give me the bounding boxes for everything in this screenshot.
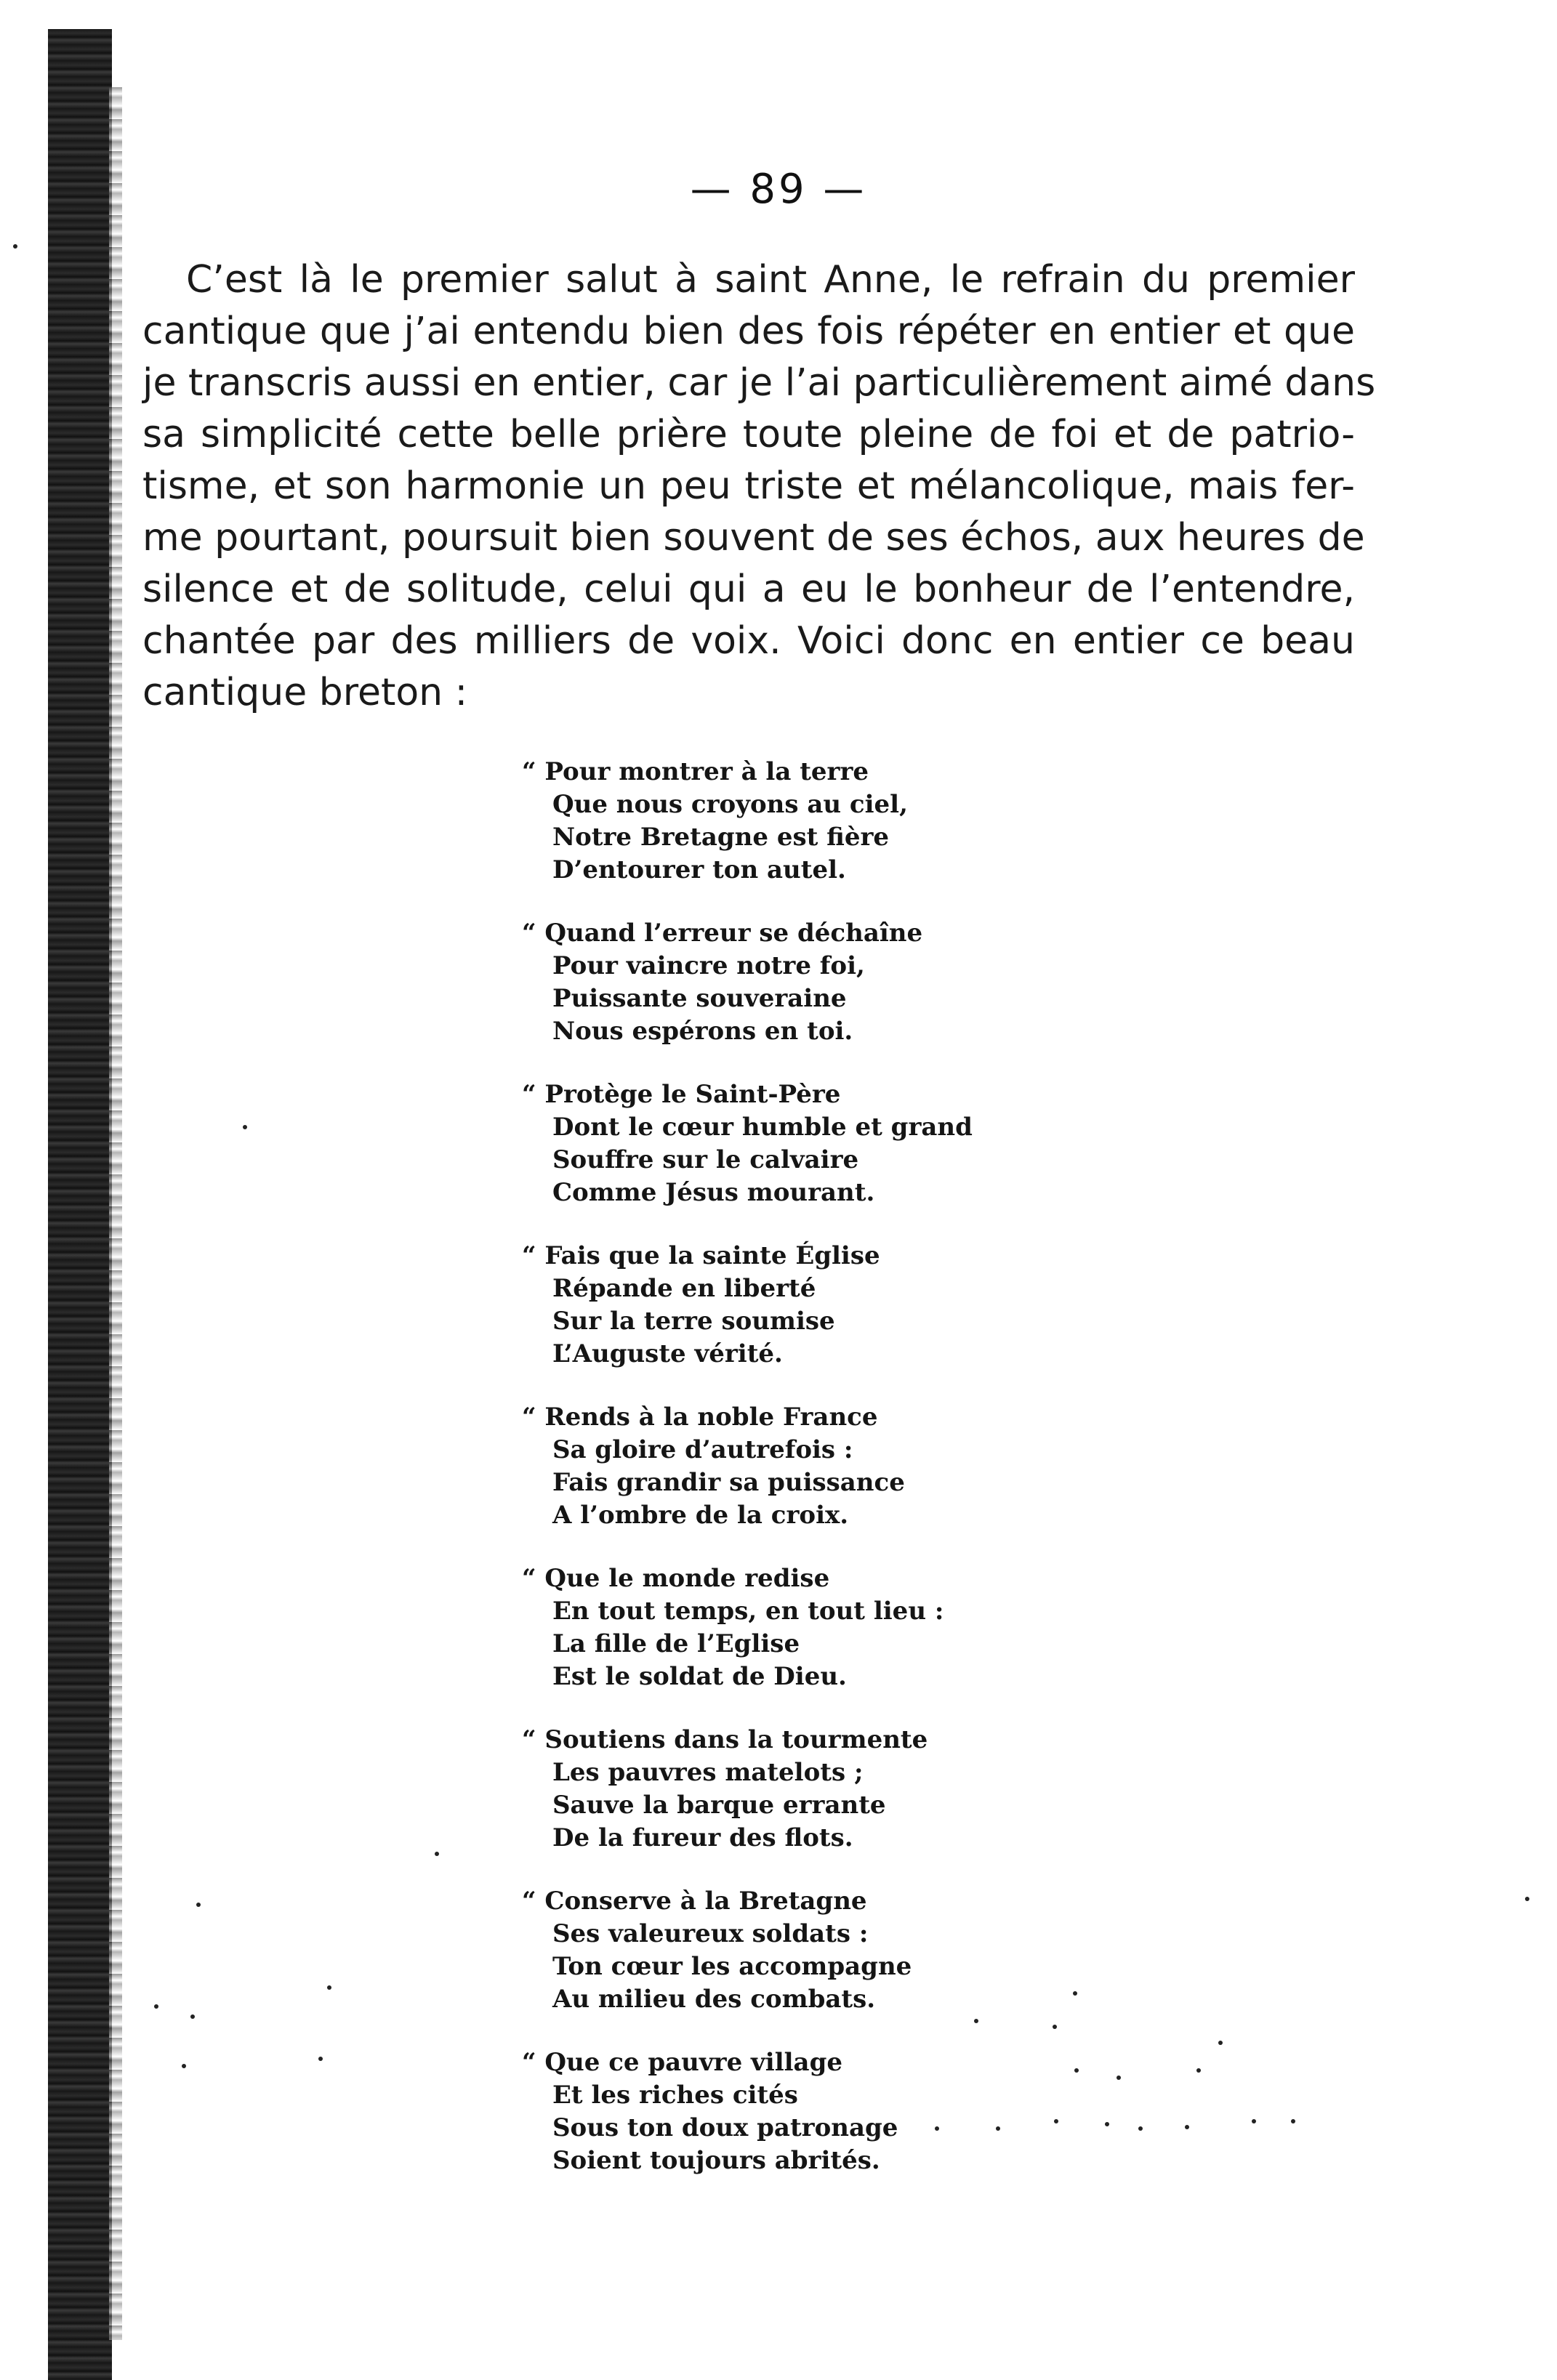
verse-line: L’Auguste vérité.: [552, 1339, 783, 1368]
speck: [1218, 2041, 1223, 2045]
stanza-1: [522, 756, 1031, 887]
verse-line: Nous espérons en toi.: [552, 1017, 853, 1046]
verse-line: “ Rends à la noble France: [522, 1403, 878, 1432]
speck: [1073, 1991, 1077, 1996]
verse-line: “ Soutiens dans la tourmente: [522, 1725, 928, 1754]
speck: [1074, 2068, 1079, 2073]
paragraph-line: chantée par des milliers de voix. Voici donc en entier ce beau: [142, 619, 1355, 663]
verse-line: Les pauvres matelots ;: [552, 1758, 864, 1787]
speck: [13, 244, 17, 249]
verse-line: Notre Bretagne est fière: [552, 823, 890, 852]
verse-line: De la fureur des flots.: [552, 1823, 853, 1852]
verse-line: Sa gloire d’autrefois :: [552, 1435, 853, 1464]
verse-line: Répande en liberté: [552, 1274, 816, 1303]
speck: [1196, 2068, 1201, 2073]
paragraph-line: me pourtant, poursuit bien souvent de ses échos, aux heures de: [142, 516, 1365, 560]
speck: [327, 1985, 331, 1990]
stanza-6: [522, 1562, 1031, 1693]
speck: [318, 2057, 323, 2061]
verse-line: Puissante souveraine: [552, 984, 847, 1013]
speck: [182, 2064, 186, 2068]
verse-line: Soient toujours abrités.: [552, 2146, 880, 2175]
verse-line: “ Protège le Saint-Père: [522, 1080, 841, 1109]
speck: [243, 1125, 247, 1129]
body-paragraph: [142, 254, 1376, 719]
stanza-3: [522, 1078, 1031, 1209]
stanza-8: [522, 1885, 1031, 2016]
verse-line: A l’ombre de la croix.: [552, 1501, 849, 1530]
verse-line: “ Fais que la sainte Église: [522, 1241, 880, 1270]
page-number: — 89 —: [690, 166, 867, 213]
paragraph-line: C’est là le premier salut à saint Anne, le refrain du premier: [186, 258, 1355, 302]
verse-line: Est le soldat de Dieu.: [552, 1662, 847, 1691]
verse-line: “ Pour montrer à la terre: [522, 757, 869, 786]
verse-line: Sous ton doux patronage: [552, 2113, 898, 2142]
verse-line: D’entourer ton autel.: [552, 855, 846, 884]
speck: [196, 1903, 201, 1907]
verse-line: Pour vaincre notre foi,: [552, 951, 865, 980]
verse-line: Ses valeureux soldats :: [552, 1919, 869, 1948]
paragraph-line: cantique breton :: [142, 671, 468, 714]
page-edge-shadow: [109, 87, 122, 2340]
verse-line: “ Quand l’erreur se déchaîne: [522, 919, 923, 948]
speck: [1291, 2119, 1295, 2123]
speck: [935, 2126, 939, 2131]
verse-line: Comme Jésus mourant.: [552, 1178, 875, 1207]
stanza-2: [522, 917, 1031, 1048]
speck: [1525, 1897, 1529, 1901]
speck: [1138, 2126, 1143, 2131]
stanza-4: [522, 1240, 1031, 1371]
speck: [996, 2126, 1000, 2131]
paragraph-line: cantique que j’ai entendu bien des fois répéter en entier et que: [142, 310, 1355, 353]
verse-line: Sauve la barque errante: [552, 1791, 886, 1820]
book-binding-edge: [48, 29, 112, 2380]
speck: [435, 1852, 439, 1856]
stanza-5: [522, 1401, 1031, 1532]
verse-line: Et les riches cités: [552, 2081, 798, 2110]
stanza-7: [522, 1724, 1031, 1855]
verse-line: “ Conserve à la Bretagne: [522, 1887, 867, 1916]
hymn-poem: [522, 756, 1031, 2208]
speck: [1054, 2119, 1058, 2123]
verse-line: Au milieu des combats.: [552, 1985, 876, 2014]
verse-line: Dont le cœur humble et grand: [552, 1113, 973, 1142]
verse-line: Ton cœur les accompagne: [552, 1952, 912, 1981]
speck: [190, 2014, 195, 2019]
verse-line: Sur la terre soumise: [552, 1307, 835, 1336]
speck: [1252, 2119, 1256, 2123]
verse-line: Souffre sur le calvaire: [552, 1145, 859, 1174]
verse-line: Que nous croyons au ciel,: [552, 790, 908, 819]
verse-line: “ Que le monde redise: [522, 1564, 830, 1593]
speck: [1185, 2125, 1189, 2129]
verse-line: “ Que ce pauvre village: [522, 2048, 842, 2077]
stanza-9: [522, 2046, 1031, 2177]
speck: [1117, 2076, 1121, 2080]
speck: [154, 2004, 158, 2009]
speck: [974, 2019, 978, 2023]
paragraph-line: silence et de solitude, celui qui a eu le bonheur de l’entendre,: [142, 568, 1355, 611]
speck: [1105, 2122, 1109, 2126]
verse-line: La fille de l’Eglise: [552, 1629, 800, 1658]
paragraph-line: sa simplicité cette belle prière toute pleine de foi et de patrio-: [142, 413, 1355, 456]
speck: [1053, 2025, 1057, 2029]
verse-line: En tout temps, en tout lieu :: [552, 1597, 944, 1626]
verse-line: Fais grandir sa puissance: [552, 1468, 905, 1497]
paragraph-line: tisme, et son harmonie un peu triste et mélancolique, mais fer-: [142, 464, 1355, 508]
paragraph-line: je transcris aussi en entier, car je l’ai particulièrement aimé dans: [142, 361, 1376, 405]
